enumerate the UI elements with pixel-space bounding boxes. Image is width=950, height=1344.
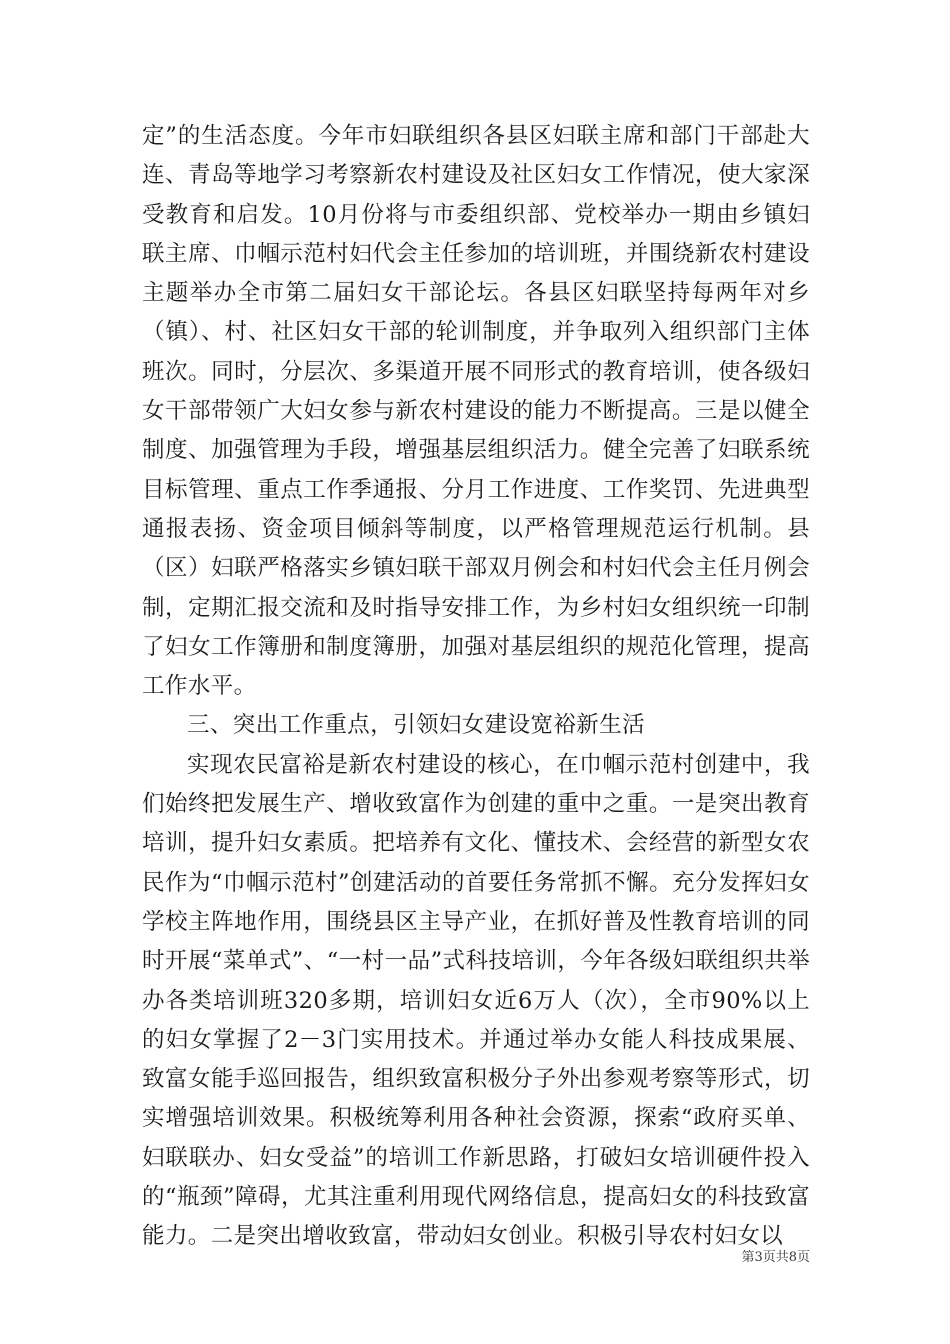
paragraph-2: 实现农民富裕是新农村建设的核心，在巾帼示范村创建中，我们始终把发展生产、增收致富作为创建的重中之重。一是突出教育培训，提升妇女素质。把培养有文化、懂技术、会经营的新型女农民作为“巾帼示范村”创建活动的首要任务常抓不懈。充分发挥妇女学校主阵地作用，围绕县区主导产业，在抓好普及性教育培训的同时开展“菜单式”、“一村一品”式科技培训，今年各级妇联组织共举办各类培训班320多期，培训妇女近6万人（次），全市90%以上的妇女掌握了2－3门实用技术。并通过举办女能人科技成果展、致富女能手巡回报告，组织致富积极分子外出参观考察等形式，切实增强培训效果。积极统筹利用各种社会资源，探索“政府买单、妇联联办、妇女受益”的培训工作新思路，打破妇女培训硬件投入的“瓶颈”障碍，尤其注重利用现代网络信息，提高妇女的科技致富能力。二是突出增收致富，带动妇女创业。积极引导农村妇女以 [142, 751, 810, 1250]
section-heading: 三、突出工作重点，引领妇女建设宽裕新生活 [187, 712, 646, 739]
page-number: 第3页共8页 [741, 1250, 810, 1265]
document-body [142, 117, 810, 1257]
paragraph-continuation: 定”的生活态度。今年市妇联组织各县区妇联主席和部门干部赴大连、青岛等地学习考察新农村建设及社区妇女工作情况，使大家深受教育和启发。10月份将与市委组织部、党校举办一期由乡镇妇联主席、巾帼示范村妇代会主任参加的培训班，并围绕新农村建设主题举办全市第二届妇女干部论坛。各县区妇联坚持每两年对乡（镇）、村、社区妇女干部的轮训制度，并争取列入组织部门主体班次。同时，分层次、多渠道开展不同形式的教育培训，使各级妇女干部带领广大妇女参与新农村建设的能力不断提高。三是以健全制度、加强管理为手段，增强基层组织活力。健全完善了妇联系统目标管理、重点工作季通报、分月工作进度、工作奖罚、先进典型通报表扬、资金项目倾斜等制度，以严格管理规范运行机制。县（区）妇联严格落实乡镇妇联干部双月例会和村妇代会主任月例会制，定期汇报交流和及时指导安排工作，为乡村妇女组织统一印制了妇女工作簿册和制度簿册，加强对基层组织的规范化管理，提高工作水平。 [142, 123, 810, 700]
